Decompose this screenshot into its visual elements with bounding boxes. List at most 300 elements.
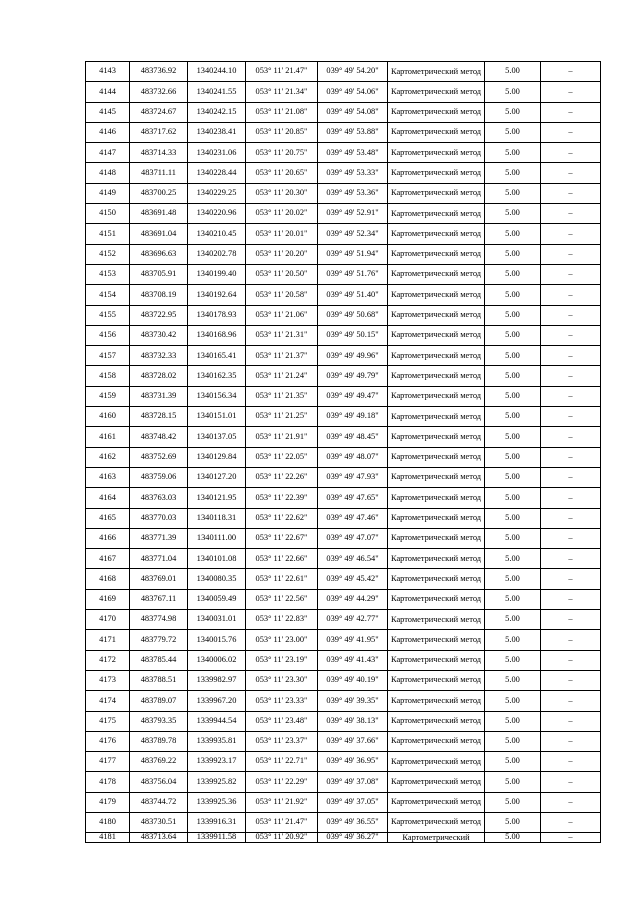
longitude-cell: 039° 49' 36.95" <box>318 752 388 772</box>
point-number-cell: 4154 <box>86 285 130 305</box>
note-cell: – <box>541 833 601 843</box>
note-cell: – <box>541 528 601 548</box>
coord-y-cell: 1339982.97 <box>188 670 246 690</box>
method-cell: Картометрический метод <box>388 163 485 183</box>
method-cell: Картометрический метод <box>388 82 485 102</box>
method-cell: Картометрический метод <box>388 325 485 345</box>
coord-x-cell: 483722.95 <box>130 305 188 325</box>
note-cell: – <box>541 711 601 731</box>
coord-x-cell: 483736.92 <box>130 62 188 82</box>
table-row <box>86 102 601 122</box>
table-row <box>86 569 601 589</box>
latitude-cell: 053° 11' 21.37" <box>246 346 318 366</box>
table-row <box>86 386 601 406</box>
point-number-cell: 4159 <box>86 386 130 406</box>
latitude-cell: 053° 11' 22.83" <box>246 610 318 630</box>
point-number-cell: 4158 <box>86 366 130 386</box>
coord-x-cell: 483708.19 <box>130 285 188 305</box>
table-row <box>86 305 601 325</box>
coord-y-cell: 1340127.20 <box>188 467 246 487</box>
latitude-cell: 053° 11' 20.50" <box>246 264 318 284</box>
coord-x-cell: 483769.22 <box>130 752 188 772</box>
accuracy-cell: 5.00 <box>485 325 541 345</box>
accuracy-cell: 5.00 <box>485 752 541 772</box>
accuracy-cell: 5.00 <box>485 792 541 812</box>
coord-y-cell: 1340202.78 <box>188 244 246 264</box>
longitude-cell: 039° 49' 49.96" <box>318 346 388 366</box>
coord-y-cell: 1340162.35 <box>188 366 246 386</box>
coord-x-cell: 483767.11 <box>130 589 188 609</box>
point-number-cell: 4173 <box>86 670 130 690</box>
point-number-cell: 4177 <box>86 752 130 772</box>
longitude-cell: 039° 49' 53.48" <box>318 143 388 163</box>
note-cell: – <box>541 82 601 102</box>
note-cell: – <box>541 812 601 832</box>
coord-x-cell: 483771.04 <box>130 549 188 569</box>
point-number-cell: 4157 <box>86 346 130 366</box>
accuracy-cell: 5.00 <box>485 305 541 325</box>
accuracy-cell: 5.00 <box>485 772 541 792</box>
longitude-cell: 039° 49' 46.54" <box>318 549 388 569</box>
coord-x-cell: 483785.44 <box>130 650 188 670</box>
coord-x-cell: 483752.69 <box>130 447 188 467</box>
coord-y-cell: 1340156.34 <box>188 386 246 406</box>
longitude-cell: 039° 49' 54.20" <box>318 62 388 82</box>
accuracy-cell: 5.00 <box>485 691 541 711</box>
coord-x-cell: 483763.03 <box>130 488 188 508</box>
table-row <box>86 812 601 832</box>
method-cell: Картометрический метод <box>388 772 485 792</box>
longitude-cell: 039° 49' 51.94" <box>318 244 388 264</box>
coord-x-cell: 483789.78 <box>130 731 188 751</box>
coord-y-cell: 1340228.44 <box>188 163 246 183</box>
note-cell: – <box>541 285 601 305</box>
point-number-cell: 4162 <box>86 447 130 467</box>
table-row <box>86 82 601 102</box>
accuracy-cell: 5.00 <box>485 163 541 183</box>
note-cell: – <box>541 467 601 487</box>
method-cell: Картометрический метод <box>388 528 485 548</box>
table-row <box>86 143 601 163</box>
note-cell: – <box>541 427 601 447</box>
latitude-cell: 053° 11' 20.75" <box>246 143 318 163</box>
coord-x-cell: 483769.01 <box>130 569 188 589</box>
table-row <box>86 62 601 82</box>
note-cell: – <box>541 62 601 82</box>
table-row <box>86 752 601 772</box>
accuracy-cell: 5.00 <box>485 569 541 589</box>
note-cell: – <box>541 447 601 467</box>
accuracy-cell: 5.00 <box>485 264 541 284</box>
method-cell: Картометрический метод <box>388 305 485 325</box>
latitude-cell: 053° 11' 21.47" <box>246 812 318 832</box>
method-cell: Картометрический метод <box>388 427 485 447</box>
point-number-cell: 4171 <box>86 630 130 650</box>
accuracy-cell: 5.00 <box>485 407 541 427</box>
longitude-cell: 039° 49' 36.27" <box>318 833 388 843</box>
method-cell: Картометрический метод <box>388 224 485 244</box>
latitude-cell: 053° 11' 20.65" <box>246 163 318 183</box>
latitude-cell: 053° 11' 22.29" <box>246 772 318 792</box>
method-cell: Картометрический метод <box>388 407 485 427</box>
coord-y-cell: 1339944.54 <box>188 711 246 731</box>
coord-x-cell: 483691.48 <box>130 204 188 224</box>
point-number-cell: 4172 <box>86 650 130 670</box>
note-cell: – <box>541 386 601 406</box>
longitude-cell: 039° 49' 45.42" <box>318 569 388 589</box>
latitude-cell: 053° 11' 23.37" <box>246 731 318 751</box>
accuracy-cell: 5.00 <box>485 143 541 163</box>
method-cell: Картометрический метод <box>388 812 485 832</box>
note-cell: – <box>541 488 601 508</box>
table-row <box>86 670 601 690</box>
latitude-cell: 053° 11' 23.48" <box>246 711 318 731</box>
coord-x-cell: 483789.07 <box>130 691 188 711</box>
accuracy-cell: 5.00 <box>485 285 541 305</box>
coord-y-cell: 1340178.93 <box>188 305 246 325</box>
method-cell: Картометрический метод <box>388 589 485 609</box>
table-row <box>86 650 601 670</box>
longitude-cell: 039° 49' 50.15" <box>318 325 388 345</box>
point-number-cell: 4174 <box>86 691 130 711</box>
coord-x-cell: 483705.91 <box>130 264 188 284</box>
longitude-cell: 039° 49' 37.05" <box>318 792 388 812</box>
latitude-cell: 053° 11' 20.01" <box>246 224 318 244</box>
coord-y-cell: 1340241.55 <box>188 82 246 102</box>
coord-y-cell: 1340129.84 <box>188 447 246 467</box>
table-row <box>86 711 601 731</box>
latitude-cell: 053° 11' 20.02" <box>246 204 318 224</box>
accuracy-cell: 5.00 <box>485 386 541 406</box>
accuracy-cell: 5.00 <box>485 467 541 487</box>
point-number-cell: 4148 <box>86 163 130 183</box>
method-cell: Картометрический метод <box>388 102 485 122</box>
coord-y-cell: 1339935.81 <box>188 731 246 751</box>
longitude-cell: 039° 49' 47.46" <box>318 508 388 528</box>
method-cell: Картометрический метод <box>388 386 485 406</box>
coord-x-cell: 483744.72 <box>130 792 188 812</box>
coord-y-cell: 1340151.01 <box>188 407 246 427</box>
latitude-cell: 053° 11' 21.34" <box>246 82 318 102</box>
accuracy-cell: 5.00 <box>485 204 541 224</box>
note-cell: – <box>541 650 601 670</box>
table-row <box>86 204 601 224</box>
longitude-cell: 039° 49' 38.13" <box>318 711 388 731</box>
note-cell: – <box>541 589 601 609</box>
accuracy-cell: 5.00 <box>485 610 541 630</box>
table-row <box>86 366 601 386</box>
note-cell: – <box>541 143 601 163</box>
longitude-cell: 039° 49' 50.68" <box>318 305 388 325</box>
point-number-cell: 4164 <box>86 488 130 508</box>
point-number-cell: 4166 <box>86 528 130 548</box>
note-cell: – <box>541 325 601 345</box>
coord-y-cell: 1339925.36 <box>188 792 246 812</box>
accuracy-cell: 5.00 <box>485 82 541 102</box>
coord-y-cell: 1340137.05 <box>188 427 246 447</box>
coord-y-cell: 1340031.01 <box>188 610 246 630</box>
coord-y-cell: 1340118.31 <box>188 508 246 528</box>
note-cell: – <box>541 772 601 792</box>
latitude-cell: 053° 11' 20.20" <box>246 244 318 264</box>
table-row <box>86 508 601 528</box>
table-row <box>86 792 601 812</box>
method-cell: Картометрический метод <box>388 447 485 467</box>
point-number-cell: 4149 <box>86 183 130 203</box>
longitude-cell: 039° 49' 52.34" <box>318 224 388 244</box>
coord-y-cell: 1339925.82 <box>188 772 246 792</box>
point-number-cell: 4145 <box>86 102 130 122</box>
method-cell: Картометрический метод <box>388 366 485 386</box>
method-cell: Картометрический метод <box>388 264 485 284</box>
note-cell: – <box>541 670 601 690</box>
coord-x-cell: 483731.39 <box>130 386 188 406</box>
accuracy-cell: 5.00 <box>485 102 541 122</box>
latitude-cell: 053° 11' 21.47" <box>246 62 318 82</box>
point-number-cell: 4170 <box>86 610 130 630</box>
method-cell: Картометрический метод <box>388 122 485 142</box>
method-cell: Картометрический метод <box>388 691 485 711</box>
point-number-cell: 4179 <box>86 792 130 812</box>
coord-y-cell: 1340111.00 <box>188 528 246 548</box>
coord-x-cell: 483732.66 <box>130 82 188 102</box>
point-number-cell: 4167 <box>86 549 130 569</box>
coord-x-cell: 483759.06 <box>130 467 188 487</box>
point-number-cell: 4175 <box>86 711 130 731</box>
coord-x-cell: 483696.63 <box>130 244 188 264</box>
note-cell: – <box>541 183 601 203</box>
latitude-cell: 053° 11' 20.85" <box>246 122 318 142</box>
coord-x-cell: 483728.15 <box>130 407 188 427</box>
coordinates-table-page <box>85 61 600 843</box>
accuracy-cell: 5.00 <box>485 427 541 447</box>
coord-x-cell: 483714.33 <box>130 143 188 163</box>
latitude-cell: 053° 11' 21.08" <box>246 102 318 122</box>
method-cell: Картометрический метод <box>388 183 485 203</box>
coord-x-cell: 483717.62 <box>130 122 188 142</box>
latitude-cell: 053° 11' 21.91" <box>246 427 318 447</box>
note-cell: – <box>541 346 601 366</box>
note-cell: – <box>541 630 601 650</box>
coord-y-cell: 1340101.08 <box>188 549 246 569</box>
accuracy-cell: 5.00 <box>485 366 541 386</box>
table-row <box>86 833 601 843</box>
coord-x-cell: 483711.11 <box>130 163 188 183</box>
method-cell: Картометрический метод <box>388 204 485 224</box>
table-row <box>86 488 601 508</box>
latitude-cell: 053° 11' 22.61" <box>246 569 318 589</box>
accuracy-cell: 5.00 <box>485 447 541 467</box>
latitude-cell: 053° 11' 21.35" <box>246 386 318 406</box>
longitude-cell: 039° 49' 39.35" <box>318 691 388 711</box>
note-cell: – <box>541 204 601 224</box>
latitude-cell: 053° 11' 22.05" <box>246 447 318 467</box>
coord-x-cell: 483770.03 <box>130 508 188 528</box>
note-cell: – <box>541 244 601 264</box>
point-number-cell: 4181 <box>86 833 130 843</box>
method-cell: Картометрический <box>388 833 485 843</box>
coord-x-cell: 483793.35 <box>130 711 188 731</box>
latitude-cell: 053° 11' 23.00" <box>246 630 318 650</box>
accuracy-cell: 5.00 <box>485 650 541 670</box>
point-number-cell: 4163 <box>86 467 130 487</box>
point-number-cell: 4161 <box>86 427 130 447</box>
method-cell: Картометрический метод <box>388 650 485 670</box>
note-cell: – <box>541 407 601 427</box>
table-row <box>86 427 601 447</box>
latitude-cell: 053° 11' 20.92" <box>246 833 318 843</box>
point-number-cell: 4180 <box>86 812 130 832</box>
longitude-cell: 039° 49' 53.36" <box>318 183 388 203</box>
accuracy-cell: 5.00 <box>485 731 541 751</box>
method-cell: Картометрический метод <box>388 630 485 650</box>
accuracy-cell: 5.00 <box>485 528 541 548</box>
point-number-cell: 4160 <box>86 407 130 427</box>
method-cell: Картометрический метод <box>388 467 485 487</box>
coord-y-cell: 1340199.40 <box>188 264 246 284</box>
coord-y-cell: 1339923.17 <box>188 752 246 772</box>
coord-x-cell: 483730.42 <box>130 325 188 345</box>
coord-y-cell: 1339916.31 <box>188 812 246 832</box>
longitude-cell: 039° 49' 41.95" <box>318 630 388 650</box>
accuracy-cell: 5.00 <box>485 122 541 142</box>
method-cell: Картометрический метод <box>388 752 485 772</box>
latitude-cell: 053° 11' 22.67" <box>246 528 318 548</box>
point-number-cell: 4169 <box>86 589 130 609</box>
coord-y-cell: 1340238.41 <box>188 122 246 142</box>
coord-x-cell: 483700.25 <box>130 183 188 203</box>
latitude-cell: 053° 11' 21.06" <box>246 305 318 325</box>
coord-y-cell: 1339911.58 <box>188 833 246 843</box>
accuracy-cell: 5.00 <box>485 670 541 690</box>
longitude-cell: 039° 49' 53.33" <box>318 163 388 183</box>
method-cell: Картометрический метод <box>388 143 485 163</box>
point-number-cell: 4146 <box>86 122 130 142</box>
accuracy-cell: 5.00 <box>485 183 541 203</box>
longitude-cell: 039° 49' 53.88" <box>318 122 388 142</box>
note-cell: – <box>541 122 601 142</box>
point-number-cell: 4168 <box>86 569 130 589</box>
accuracy-cell: 5.00 <box>485 488 541 508</box>
longitude-cell: 039° 49' 49.47" <box>318 386 388 406</box>
table-row <box>86 163 601 183</box>
point-number-cell: 4165 <box>86 508 130 528</box>
coord-y-cell: 1340220.96 <box>188 204 246 224</box>
coord-y-cell: 1340192.64 <box>188 285 246 305</box>
table-row <box>86 122 601 142</box>
coord-y-cell: 1340059.49 <box>188 589 246 609</box>
method-cell: Картометрический метод <box>388 244 485 264</box>
longitude-cell: 039° 49' 51.76" <box>318 264 388 284</box>
coord-y-cell: 1340121.95 <box>188 488 246 508</box>
method-cell: Картометрический метод <box>388 285 485 305</box>
method-cell: Картометрический метод <box>388 670 485 690</box>
point-number-cell: 4155 <box>86 305 130 325</box>
coord-x-cell: 483724.67 <box>130 102 188 122</box>
longitude-cell: 039° 49' 52.91" <box>318 204 388 224</box>
accuracy-cell: 5.00 <box>485 589 541 609</box>
latitude-cell: 053° 11' 21.25" <box>246 407 318 427</box>
coord-y-cell: 1340165.41 <box>188 346 246 366</box>
note-cell: – <box>541 224 601 244</box>
latitude-cell: 053° 11' 22.26" <box>246 467 318 487</box>
coord-y-cell: 1340231.06 <box>188 143 246 163</box>
table-row <box>86 610 601 630</box>
latitude-cell: 053° 11' 22.56" <box>246 589 318 609</box>
note-cell: – <box>541 366 601 386</box>
coord-x-cell: 483748.42 <box>130 427 188 447</box>
point-number-cell: 4144 <box>86 82 130 102</box>
coord-x-cell: 483732.33 <box>130 346 188 366</box>
longitude-cell: 039° 49' 47.65" <box>318 488 388 508</box>
accuracy-cell: 5.00 <box>485 244 541 264</box>
longitude-cell: 039° 49' 48.45" <box>318 427 388 447</box>
latitude-cell: 053° 11' 20.30" <box>246 183 318 203</box>
table-row <box>86 549 601 569</box>
note-cell: – <box>541 264 601 284</box>
note-cell: – <box>541 610 601 630</box>
accuracy-cell: 5.00 <box>485 508 541 528</box>
coord-x-cell: 483756.04 <box>130 772 188 792</box>
note-cell: – <box>541 752 601 772</box>
longitude-cell: 039° 49' 42.77" <box>318 610 388 630</box>
coord-y-cell: 1340015.76 <box>188 630 246 650</box>
table-row <box>86 447 601 467</box>
point-number-cell: 4178 <box>86 772 130 792</box>
table-row <box>86 407 601 427</box>
coord-y-cell: 1340229.25 <box>188 183 246 203</box>
latitude-cell: 053° 11' 23.30" <box>246 670 318 690</box>
accuracy-cell: 5.00 <box>485 549 541 569</box>
longitude-cell: 039° 49' 47.93" <box>318 467 388 487</box>
accuracy-cell: 5.00 <box>485 630 541 650</box>
accuracy-cell: 5.00 <box>485 224 541 244</box>
point-number-cell: 4153 <box>86 264 130 284</box>
table-row <box>86 264 601 284</box>
method-cell: Картометрический метод <box>388 569 485 589</box>
latitude-cell: 053° 11' 21.24" <box>246 366 318 386</box>
longitude-cell: 039° 49' 37.66" <box>318 731 388 751</box>
coord-y-cell: 1340210.45 <box>188 224 246 244</box>
point-number-cell: 4156 <box>86 325 130 345</box>
latitude-cell: 053° 11' 23.33" <box>246 691 318 711</box>
note-cell: – <box>541 691 601 711</box>
longitude-cell: 039° 49' 49.79" <box>318 366 388 386</box>
longitude-cell: 039° 49' 37.08" <box>318 772 388 792</box>
table-row <box>86 224 601 244</box>
coord-x-cell: 483771.39 <box>130 528 188 548</box>
note-cell: – <box>541 508 601 528</box>
coord-x-cell: 483788.51 <box>130 670 188 690</box>
longitude-cell: 039° 49' 54.08" <box>318 102 388 122</box>
table-row <box>86 325 601 345</box>
coord-y-cell: 1339967.20 <box>188 691 246 711</box>
latitude-cell: 053° 11' 22.39" <box>246 488 318 508</box>
coord-x-cell: 483779.72 <box>130 630 188 650</box>
coord-x-cell: 483774.98 <box>130 610 188 630</box>
coord-y-cell: 1340242.15 <box>188 102 246 122</box>
method-cell: Картометрический метод <box>388 610 485 630</box>
longitude-cell: 039° 49' 47.07" <box>318 528 388 548</box>
method-cell: Картометрический метод <box>388 792 485 812</box>
accuracy-cell: 5.00 <box>485 346 541 366</box>
longitude-cell: 039° 49' 44.29" <box>318 589 388 609</box>
latitude-cell: 053° 11' 23.19" <box>246 650 318 670</box>
table-row <box>86 183 601 203</box>
point-number-cell: 4176 <box>86 731 130 751</box>
table-row <box>86 630 601 650</box>
table-row <box>86 691 601 711</box>
